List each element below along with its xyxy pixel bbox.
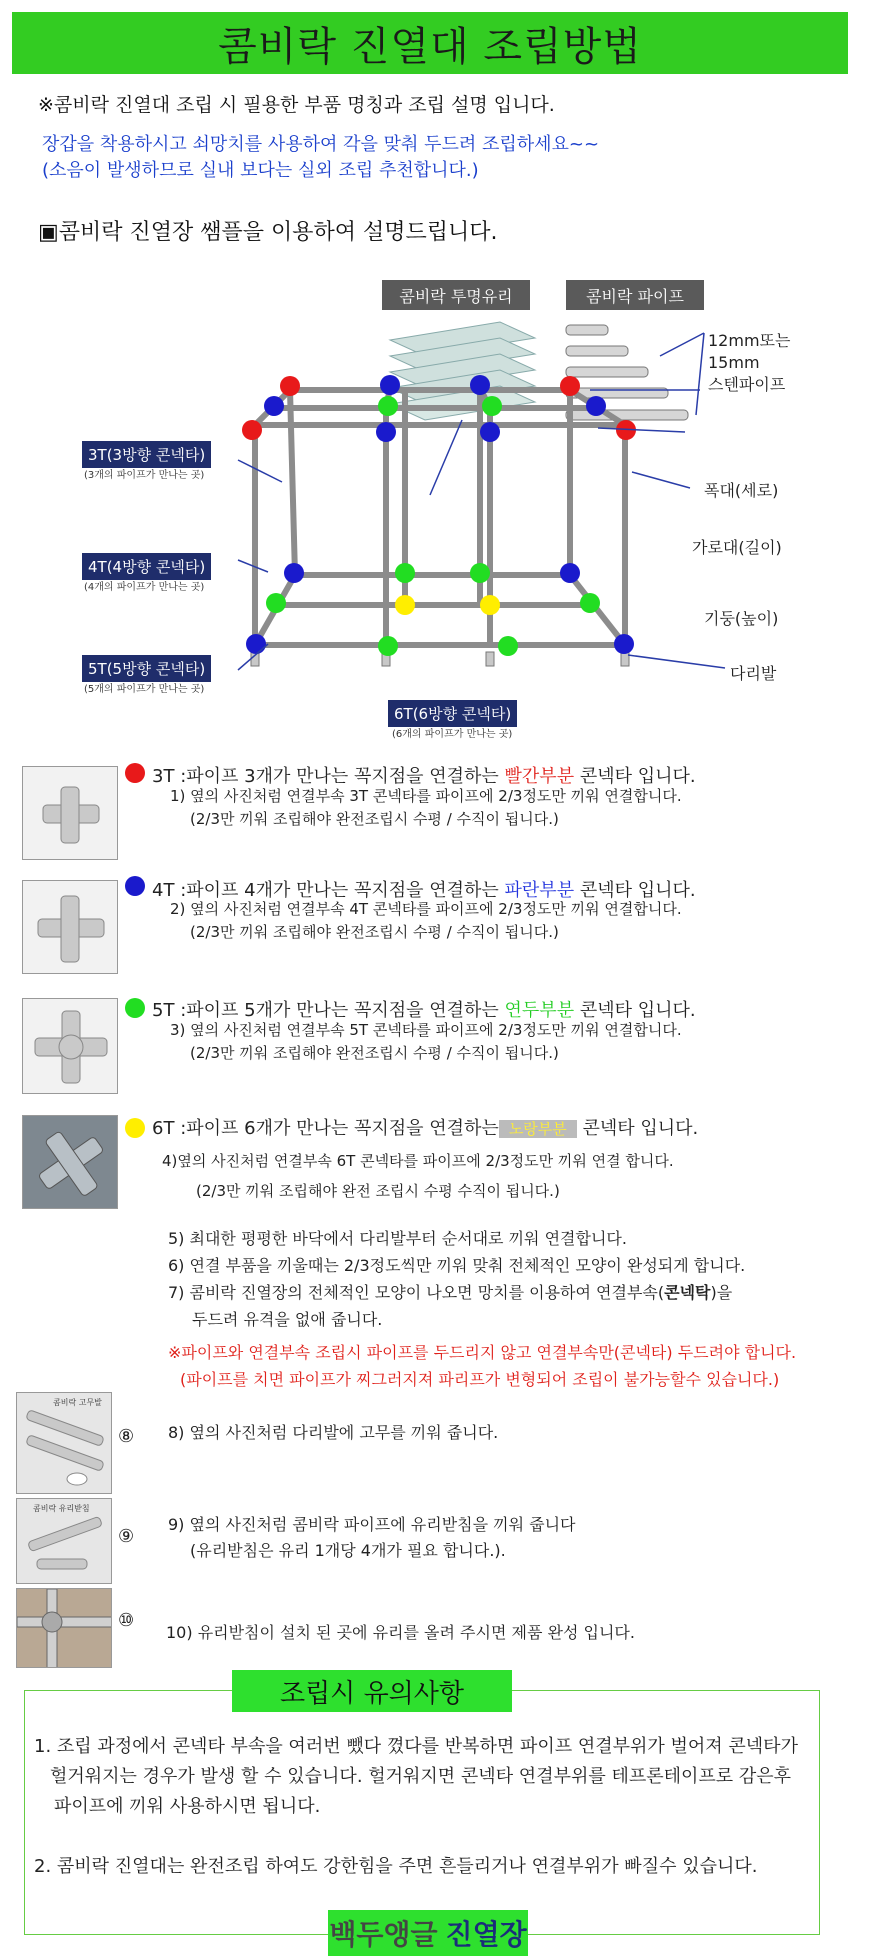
row-6t-line2: (2/3만 끼워 조립해야 완전 조립시 수평 수직이 됩니다.) bbox=[196, 1182, 560, 1200]
photo9-label: 콤비락 유리받침 bbox=[33, 1504, 90, 1513]
photo-glass-holder bbox=[16, 1498, 112, 1584]
step-7b: 두드려 유격을 없애 줍니다. bbox=[192, 1310, 383, 1329]
dot-6t bbox=[125, 1118, 145, 1138]
warning-line-2: (파이프를 치면 파이프가 찌그러지져 파리프가 변형되어 조립이 불가능할수 있습니다.) bbox=[180, 1370, 780, 1389]
label-column: 기둥(높이) bbox=[704, 609, 779, 628]
row-3t-line2: (2/3만 끼워 조립해야 완전조립시 수평 / 수직이 됩니다.) bbox=[190, 810, 559, 828]
step-7a: 7) 콤비락 진열장의 전체적인 모양이 나오면 망치를 이용하여 연결부속(콘넥탁)을 bbox=[168, 1283, 733, 1302]
conn3-sub: (3개의 파이프가 만나는 곳) bbox=[84, 470, 205, 481]
warning-line-1: ※파이프와 연결부속 조립시 파이프를 두드리지 않고 연결부속만(콘넥타) 두드려야 합니다. bbox=[168, 1343, 797, 1362]
step-9b: (유리받침은 유리 1개당 4개가 필요 합니다.). bbox=[190, 1541, 506, 1560]
step10-number: ⑩ bbox=[118, 1610, 135, 1631]
brand-logo: 백두앵글 진열장 bbox=[328, 1910, 528, 1956]
conn6-sub: (6개의 파이프가 만나는 곳) bbox=[392, 729, 513, 740]
row-5t-line1: 3) 옆의 사진처럼 연결부속 5T 콘넥타를 파이프에 2/3정도만 끼워 연결합니다. bbox=[170, 1021, 682, 1039]
conn5-sub: (5개의 파이프가 만나는 곳) bbox=[84, 684, 205, 695]
dot-5t bbox=[125, 998, 145, 1018]
step9-number: ⑨ bbox=[118, 1526, 135, 1547]
row-4t-head: 4T :파이프 4개가 만나는 꼭지점을 연결하는 파란부분 콘넥타 입니다. bbox=[152, 880, 696, 901]
photo8-label: 콤비락 고무발 bbox=[53, 1398, 102, 1407]
row-3t-line1: 1) 옆의 사진처럼 연결부속 3T 콘넥타를 파이프에 2/3정도만 끼워 연결합니다. bbox=[170, 787, 682, 805]
photo-4t-connector bbox=[22, 880, 118, 974]
notice-title: 조립시 유의사항 bbox=[232, 1670, 512, 1712]
photo-5t-connector bbox=[22, 998, 118, 1094]
label-leg: 다리발 bbox=[730, 664, 777, 683]
intro-sample-note: ▣콤비락 진열장 쌤플을 이용하여 설명드립니다. bbox=[38, 220, 498, 245]
step-10: 10) 유리받침이 설치 된 곳에 유리를 올려 주시면 제품 완성 입니다. bbox=[166, 1623, 635, 1642]
row-6t-line1: 4)옆의 사진처럼 연결부속 6T 콘넥타를 파이프에 2/3정도만 끼워 연결 합니다. bbox=[162, 1152, 674, 1170]
pipe-spec: 12mm또는 15mm 스텐파이프 bbox=[708, 331, 791, 394]
conn3-label: 3T(3방향 콘넥타) bbox=[82, 441, 211, 468]
step8-number: ⑧ bbox=[118, 1426, 135, 1447]
row-3t-head: 3T :파이프 3개가 만나는 꼭지점을 연결하는 빨간부분 콘넥타 입니다. bbox=[152, 766, 696, 787]
step-8: 8) 옆의 사진처럼 다리발에 고무를 끼워 줍니다. bbox=[168, 1423, 499, 1442]
row-5t-head: 5T :파이프 5개가 만나는 꼭지점을 연결하는 연두부분 콘넥타 입니다. bbox=[152, 1000, 696, 1021]
photo-finished-corner bbox=[16, 1588, 112, 1668]
intro-noise-tip: (소음이 발생하므로 실내 보다는 실외 조립 추천합니다.) bbox=[42, 160, 479, 181]
dot-3t bbox=[125, 763, 145, 783]
label-width-bar: 폭대(세로) bbox=[704, 481, 779, 500]
dot-4t bbox=[125, 876, 145, 896]
step-9a: 9) 옆의 사진처럼 콤비락 파이프에 유리받침을 끼워 줍니다 bbox=[168, 1515, 576, 1534]
photo-6t-connector bbox=[22, 1115, 118, 1209]
notice-p1a: 1. 조립 과정에서 콘넥타 부속을 여러번 뺐다 꼈다를 반복하면 파이프 연결부위가 벌어져 콘넥타가 bbox=[34, 1736, 798, 1757]
conn4-sub: (4개의 파이프가 만나는 곳) bbox=[84, 582, 205, 593]
notice-p1b: 헐거워지는 경우가 발생 할 수 있습니다. 헐거워지면 콘넥타 연결부위를 테프론테이프로 감은후 bbox=[50, 1766, 792, 1787]
photo-rubber-foot bbox=[16, 1392, 112, 1494]
step-5: 5) 최대한 평평한 바닥에서 다리발부터 순서대로 끼워 연결합니다. bbox=[168, 1229, 627, 1248]
intro-parts-note: ※콤비락 진열대 조립 시 필용한 부품 명칭과 조립 설명 입니다. bbox=[38, 94, 555, 116]
page-title: 콤비락 진열대 조립방법 bbox=[218, 23, 642, 70]
row-5t-line2: (2/3만 끼워 조립해야 완전조립시 수평 / 수직이 됩니다.) bbox=[190, 1044, 559, 1062]
conn4-label: 4T(4방향 콘넥타) bbox=[82, 553, 211, 580]
intro-tips bbox=[42, 132, 599, 184]
row-4t-line2: (2/3만 끼워 조립해야 완전조립시 수평 / 수직이 됩니다.) bbox=[190, 923, 559, 941]
row-6t-head: 6T :파이프 6개가 만나는 꼭지점을 연결하는 노랑부분 콘넥타 입니다. bbox=[152, 1118, 699, 1139]
pipe-tag: 콤비락 파이프 bbox=[566, 280, 704, 310]
photo-3t-connector bbox=[22, 766, 118, 860]
conn6-label: 6T(6방향 콘넥타) bbox=[388, 700, 517, 727]
step-6: 6) 연결 부품을 끼울때는 2/3정도씩만 끼워 맞춰 전체적인 모양이 완성되게 합니다. bbox=[168, 1256, 746, 1275]
notice-p2: 2. 콤비락 진열대는 완전조립 하여도 강한힘을 주면 흔들리거나 연결부위가 빠질수 있습니다. bbox=[34, 1856, 758, 1877]
page-title-bar bbox=[12, 12, 848, 74]
label-length-bar: 가로대(길이) bbox=[692, 538, 782, 557]
notice-p1c: 파이프에 끼워 사용하시면 됩니다. bbox=[54, 1796, 321, 1817]
row-4t-line1: 2) 옆의 사진처럼 연결부속 4T 콘넥타를 파이프에 2/3정도만 끼워 연결합니다. bbox=[170, 900, 682, 918]
conn5-label: 5T(5방향 콘넥타) bbox=[82, 655, 211, 682]
intro-glove-tip: 장갑을 착용하시고 쇠망치를 사용하여 각을 맞춰 두드려 조립하세요~~ bbox=[42, 134, 600, 155]
glass-tag: 콤비락 투명유리 bbox=[382, 280, 530, 310]
